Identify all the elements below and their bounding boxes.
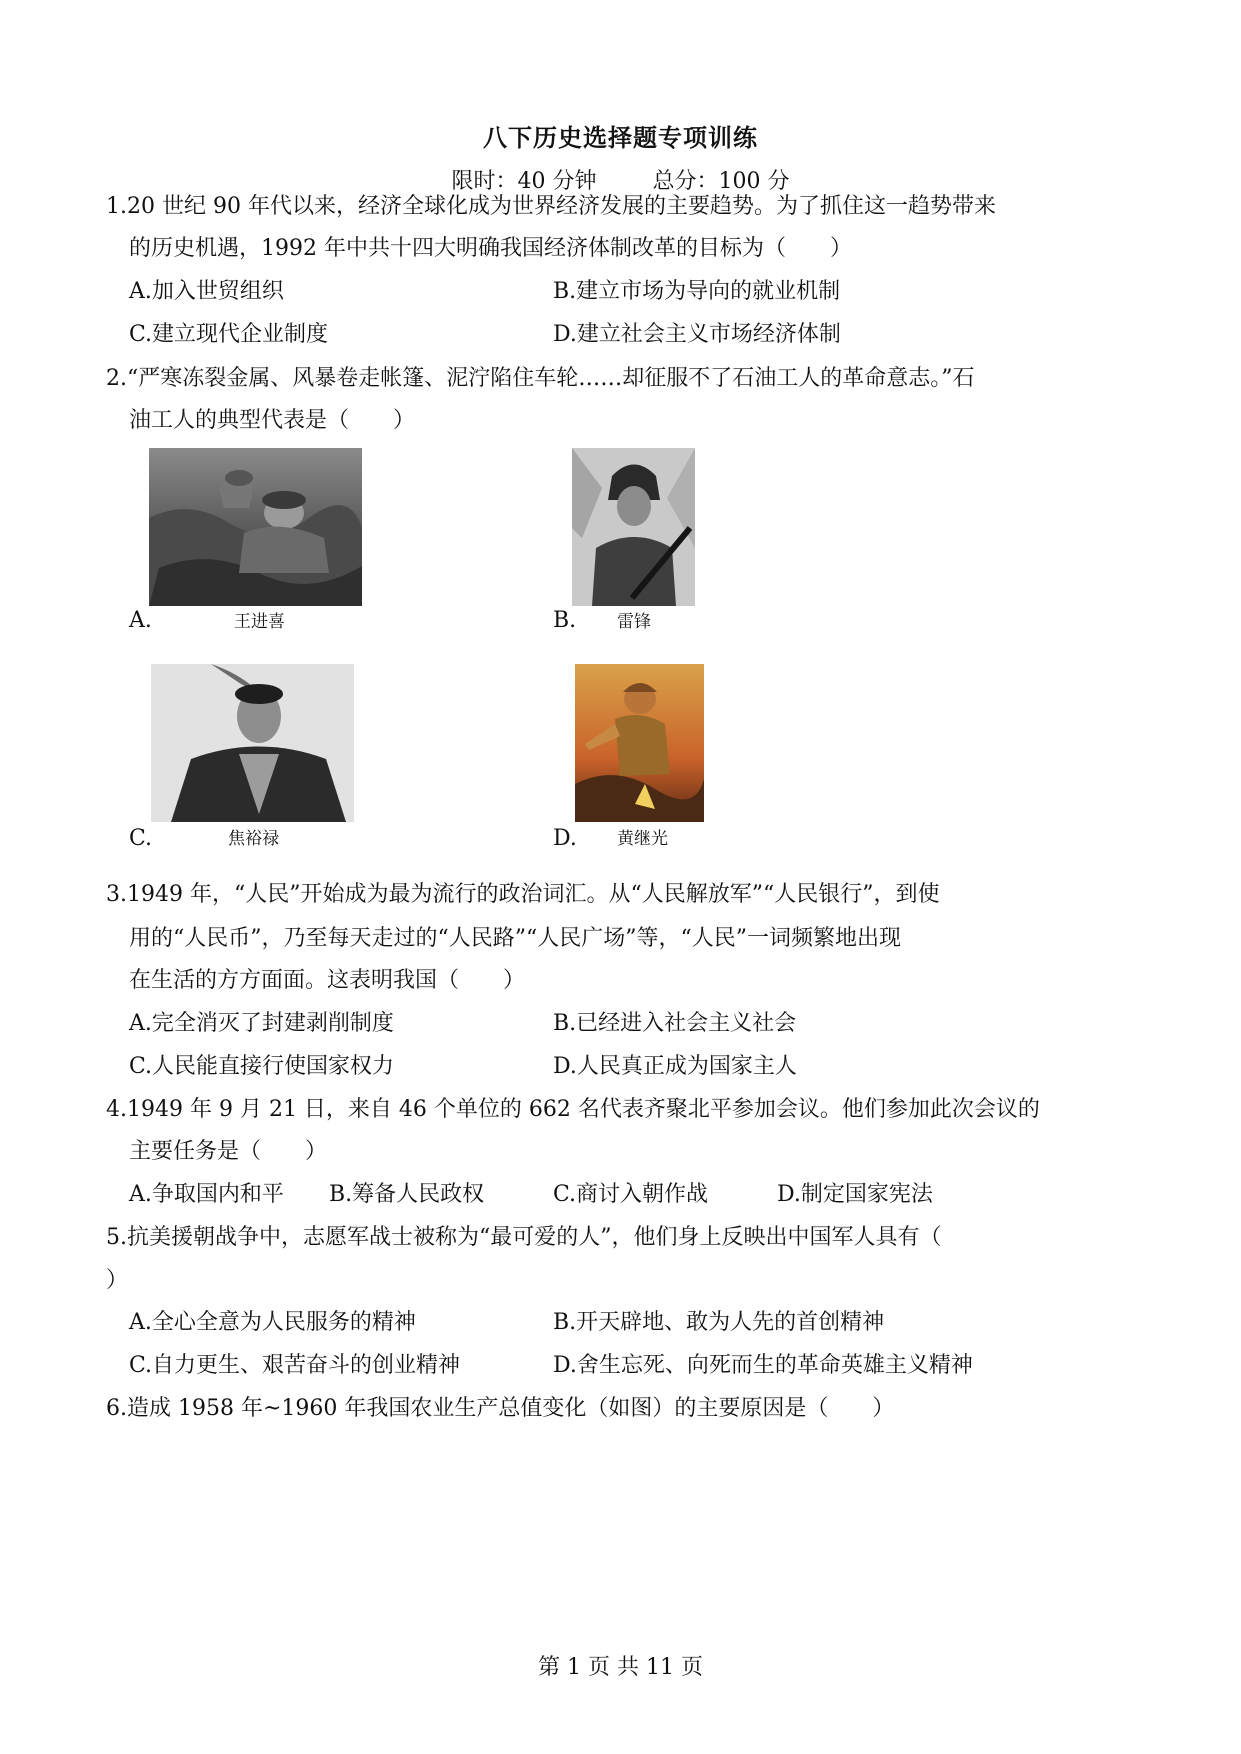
question-5-line-1: 5.抗美援朝战争中，志愿军战士被称为“最可爱的人”，他们身上反映出中国军人具有（ (106, 1225, 942, 1250)
question-5-line-2: ） (106, 1268, 129, 1293)
question-2-option-d: D. (553, 826, 577, 851)
question-4-option-c: C.商讨入朝作战 (553, 1182, 709, 1207)
question-1-line-1: 1.20 世纪 90 年代以来，经济全球化成为世界经济发展的主要趋势。为了抓住这一趋势带来 (106, 194, 996, 219)
question-3-line-2: 用的“人民币”，乃至每天走过的“人民路”“人民广场”等，“人民”一词频繁地出现 (129, 926, 901, 951)
question-3-option-d: D.人民真正成为国家主人 (553, 1054, 797, 1079)
page-footer (0, 1650, 1241, 1681)
question-5-option-b: B.开天辟地、敢为人先的首创精神 (553, 1310, 885, 1335)
question-1-option-d: D.建立社会主义市场经济体制 (553, 322, 841, 347)
photo-wang-jinxi (149, 448, 362, 606)
question-5-option-d: D.舍生忘死、向死而生的革命英雄主义精神 (553, 1353, 973, 1378)
question-2-option-c: C. (129, 826, 153, 851)
photo-lei-feng (572, 448, 695, 606)
question-4-option-d: D.制定国家宪法 (777, 1182, 933, 1207)
question-4-line-1: 4.1949 年 9 月 21 日，来自 46 个单位的 662 名代表齐聚北平参加会议。他们参加此次会议的 (106, 1097, 1040, 1122)
question-6-line-1: 6.造成 1958 年~1960 年我国农业生产总值变化（如图）的主要原因是（ ） (106, 1396, 895, 1421)
question-3-line-1: 3.1949 年，“人民”开始成为最为流行的政治词汇。从“人民解放军”“人民银行”，到使 (106, 882, 940, 907)
footer-ye: 页 (587, 1655, 610, 1680)
caption-jiao-yulu: 焦裕禄 (228, 829, 279, 849)
question-3-option-c: C.人民能直接行使国家权力 (129, 1054, 395, 1079)
question-4-line-2: 主要任务是（ ） (129, 1139, 328, 1164)
footer-total-pages: 11 (646, 1655, 675, 1680)
footer-ye-2: 页 (681, 1655, 704, 1680)
page-title: 八下历史选择题专项训练 (483, 124, 758, 152)
question-2-option-a: A. (129, 608, 152, 633)
question-4-option-b: B.筹备人民政权 (329, 1182, 485, 1207)
question-4-option-a: A.争取国内和平 (129, 1182, 284, 1207)
footer-di: 第 (537, 1655, 560, 1680)
footer-page-number: 1 (566, 1655, 581, 1680)
painting-huang-jiguang (575, 664, 704, 822)
question-2-option-b: B. (553, 608, 577, 633)
question-2-line-2: 油工人的典型代表是（ ） (129, 408, 416, 433)
question-2-line-1: 2.“严寒冻裂金属、风暴卷走帐篷、泥泞陷住车轮……却征服不了石油工人的革命意志。”石 (106, 366, 975, 391)
question-3-option-a: A.完全消灭了封建剥削制度 (129, 1011, 394, 1036)
caption-huang-jiguang: 黄继光 (617, 829, 668, 849)
caption-wang-jinxi: 王进喜 (234, 612, 285, 632)
question-3-option-b: B.已经进入社会主义社会 (553, 1011, 797, 1036)
caption-lei-feng: 雷锋 (617, 612, 651, 632)
question-3-line-3: 在生活的方方面面。这表明我国（ ） (129, 968, 526, 993)
exam-meta (0, 164, 1241, 195)
time-limit: 限时：40 分钟 (451, 169, 597, 194)
question-5-option-a: A.全心全意为人民服务的精神 (129, 1310, 416, 1335)
footer-gong: 共 (617, 1655, 640, 1680)
question-1-option-b: B.建立市场为导向的就业机制 (553, 279, 841, 304)
question-1-line-2: 的历史机遇，1992 年中共十四大明确我国经济体制改革的目标为（ ） (129, 236, 852, 261)
question-5-option-c: C.自力更生、艰苦奋斗的创业精神 (129, 1353, 461, 1378)
question-1-option-c: C.建立现代企业制度 (129, 322, 329, 347)
photo-jiao-yulu (151, 664, 354, 822)
total-score: 总分：100 分 (652, 169, 790, 194)
question-1-option-a: A.加入世贸组织 (129, 279, 284, 304)
